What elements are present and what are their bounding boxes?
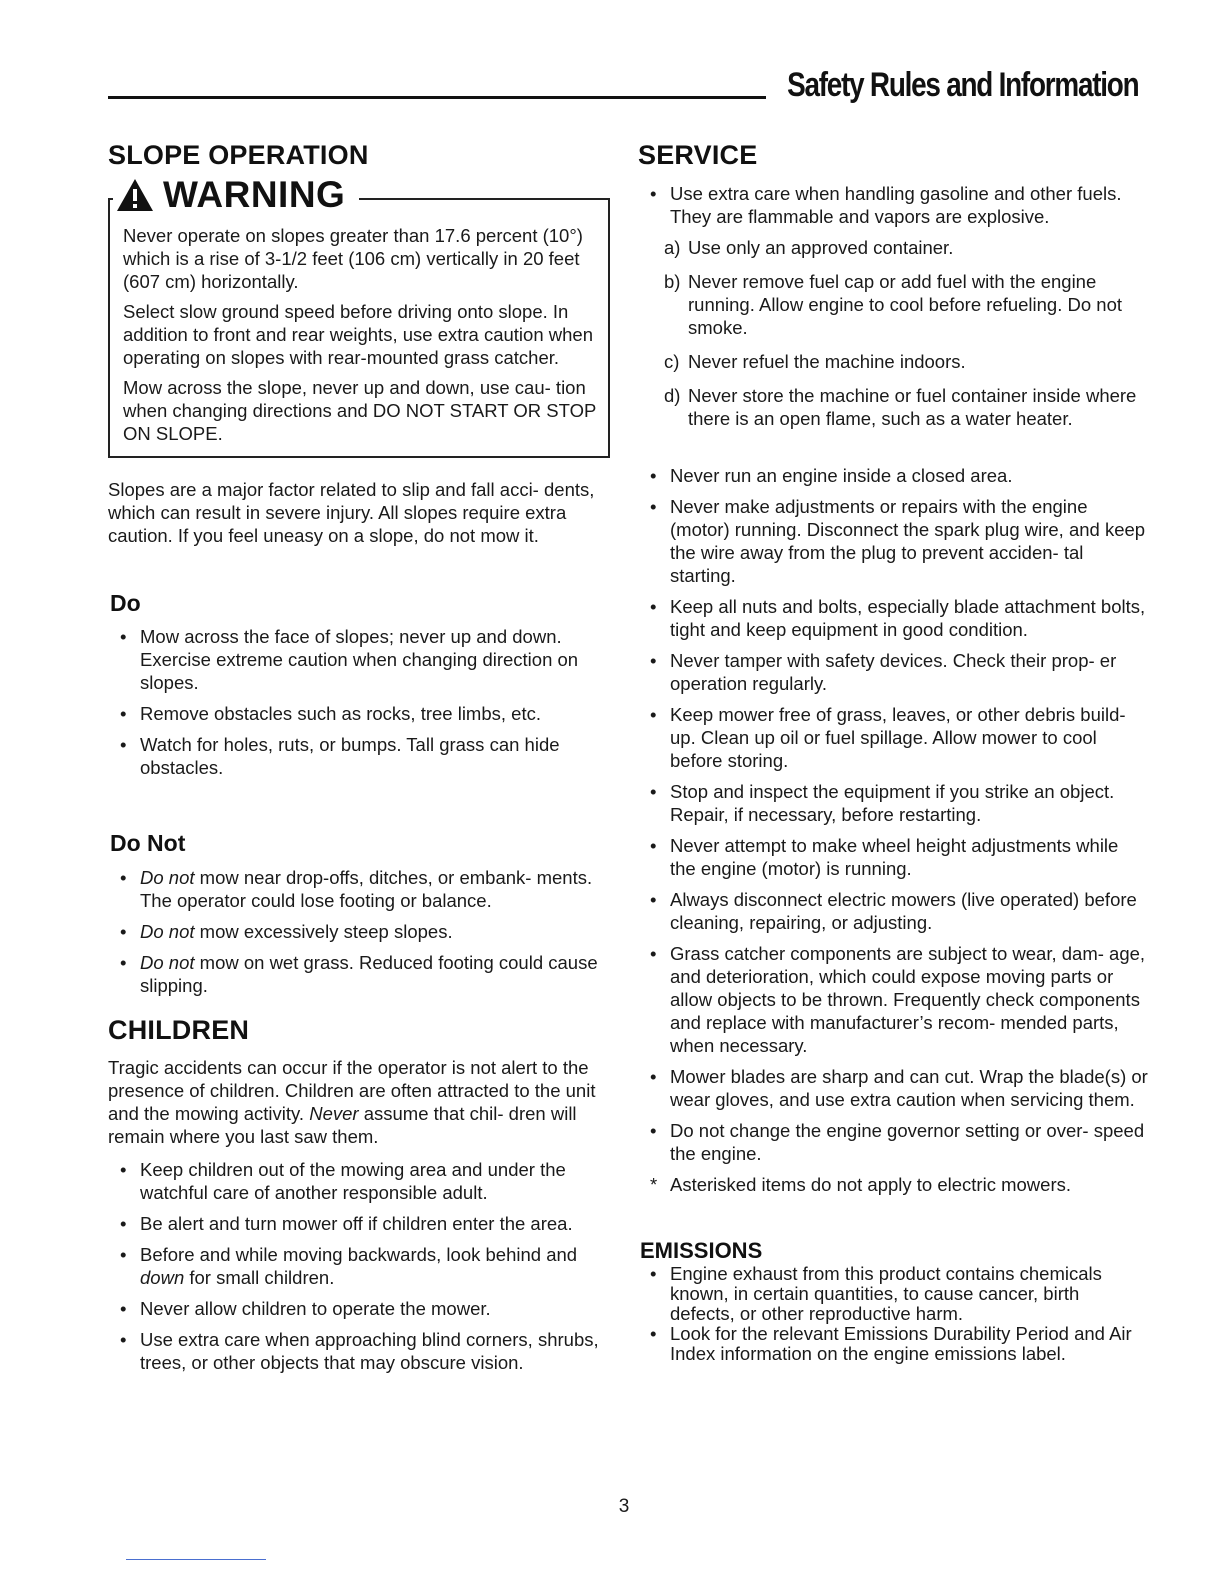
emphasis-text: Do not: [140, 921, 195, 942]
warning-triangle-icon: [115, 177, 155, 213]
sub-list-letter: a): [664, 237, 681, 258]
children-intro-after: assume that chil- dren will remain where you last saw them.: [108, 1103, 577, 1147]
list-item: • Keep all nuts and bolts, especially blade attachment bolts, tight and keep equipment in good condition.: [638, 595, 1148, 641]
list-item: • Never allow children to operate the mower.: [108, 1297, 618, 1320]
list-item: • Engine exhaust from this product contains chemicals known, in certain quantities, to cause cancer, birth defects, or other reproductive harm.: [638, 1264, 1143, 1324]
list-item: • Always disconnect electric mowers (live operated) before cleaning, repairing, or adjusting.: [638, 888, 1148, 934]
list-item: • Grass catcher components are subject to wear, dam- age, and deterioration, which could expose moving parts or allow objects to be thrown. Frequently check components and replace with manufacturer’s recom- mended parts, when necessary.: [638, 942, 1148, 1057]
list-item: • Stop and inspect the equipment if you strike an object. Repair, if necessary, before restarting.: [638, 780, 1148, 826]
sub-list-text: Use only an approved container.: [688, 237, 954, 258]
warning-paragraph: Never operate on slopes greater than 17.6 percent (10°) which is a rise of 3-1/2 feet (106 cm) vertically in 20 feet (607 cm) horizontally.: [123, 225, 583, 292]
children-heading: CHILDREN: [108, 1015, 250, 1045]
list-item: • Be alert and turn mower off if children enter the area.: [108, 1212, 618, 1235]
sub-list-letter: c): [664, 351, 680, 372]
list-item-text: mow excessively steep slopes.: [194, 921, 453, 942]
warning-paragraph: Mow across the slope, never up and down, use cau- tion when changing directions and DO NOT START OR STOP ON SLOPE.: [123, 377, 596, 444]
page-number: 3: [618, 1496, 630, 1517]
list-item: [108, 1243, 618, 1289]
warning-paragraph: Select slow ground speed before driving onto slope. In addition to front and rear weights, use extra caution when operating on slopes with rear-mounted grass catcher.: [123, 301, 593, 368]
emphasis-text: Do not: [140, 867, 195, 888]
service-first-list: [638, 182, 1143, 236]
list-item: • Watch for holes, ruts, or bumps. Tall grass can hide obstacles.: [108, 733, 618, 779]
list-item-text: for small children.: [184, 1267, 335, 1288]
emphasis-text: Never: [309, 1103, 359, 1124]
list-item: • Do not change the engine governor setting or over- speed the engine.: [638, 1119, 1148, 1165]
sub-list-item: [638, 350, 1138, 373]
warning-header: [113, 174, 359, 216]
emissions-heading: EMISSIONS: [640, 1238, 763, 1263]
list-item: • Never attempt to make wheel height adjustments while the engine (motor) is running.: [638, 834, 1148, 880]
do-not-list: [108, 866, 598, 1005]
children-intro-text: [108, 1056, 613, 1148]
list-item: [108, 951, 598, 997]
service-list: [638, 464, 1148, 1204]
service-heading: SERVICE: [638, 140, 758, 170]
header-rule: [108, 96, 766, 99]
do-list: [108, 625, 618, 787]
list-item-text: Before and while moving backwards, look behind and: [140, 1244, 578, 1265]
list-item: • Keep children out of the mowing area and under the watchful care of another responsible adult.: [108, 1158, 618, 1204]
warning-body: [123, 224, 603, 452]
list-item: • Look for the relevant Emissions Durability Period and Air Index information on the engine emissions label.: [638, 1324, 1143, 1364]
sub-list-letter: d): [664, 385, 681, 406]
slope-operation-heading: SLOPE OPERATION: [108, 140, 369, 170]
fuel-sublist: [638, 236, 1138, 441]
list-item: • Never make adjustments or repairs with the engine (motor) running. Disconnect the spark plug wire, and keep the wire away from the plug to prevent acciden- tal starting.: [638, 495, 1148, 587]
list-item: [108, 866, 598, 912]
do-not-heading: Do Not: [110, 830, 186, 856]
slope-intro-text: Slopes are a major factor related to slip and fall acci- dents, which can result in severe injury. All slopes require extra caution. If you feel uneasy on a slope, do not mow it.: [108, 479, 595, 546]
list-item: • Never run an engine inside a closed area.: [638, 464, 1148, 487]
sub-list-item: [638, 236, 1138, 259]
emissions-list: [638, 1264, 1143, 1364]
sub-list-text: Never remove fuel cap or add fuel with the engine running. Allow engine to cool before refueling. Do not smoke.: [688, 271, 1123, 338]
sub-list-text: Never refuel the machine indoors.: [688, 351, 966, 372]
footer-link-line: [126, 1559, 266, 1560]
children-list: [108, 1158, 618, 1382]
list-item-text: mow near drop-offs, ditches, or embank- ments. The operator could lose footing or balance.: [140, 867, 593, 911]
sub-list-item: [638, 270, 1138, 339]
list-item: [108, 920, 598, 943]
list-item: • Keep mower free of grass, leaves, or other debris build-up. Clean up oil or fuel spillage. Allow mower to cool before storing.: [638, 703, 1148, 772]
list-item: • Use extra care when handling gasoline and other fuels. They are flammable and vapors are explosive.: [638, 182, 1143, 228]
list-item: • Mow across the face of slopes; never up and down. Exercise extreme caution when changing direction on slopes.: [108, 625, 618, 694]
list-item: • Use extra care when approaching blind corners, shrubs, trees, or other objects that may obscure vision.: [108, 1328, 618, 1374]
list-item: • Remove obstacles such as rocks, tree limbs, etc.: [108, 702, 618, 725]
list-item: • Never tamper with safety devices. Check their prop- er operation regularly.: [638, 649, 1148, 695]
page-title: Safety Rules and Information: [786, 66, 1138, 104]
emphasis-text: Do not: [140, 952, 195, 973]
do-heading: Do: [110, 590, 141, 616]
list-item-text: mow on wet grass. Reduced footing could cause slipping.: [140, 952, 598, 996]
sub-list-item: [638, 384, 1138, 430]
list-item: • Mower blades are sharp and can cut. Wrap the blade(s) or wear gloves, and use extra caution when servicing them.: [638, 1065, 1148, 1111]
children-intro-before: Tragic accidents can occur if the operator is not alert to the presence of children. Children are often attracted to the unit and the mowing activity.: [108, 1057, 596, 1124]
sub-list-letter: b): [664, 271, 681, 292]
emphasis-text: down: [140, 1267, 185, 1288]
asterisk-note: * Asterisked items do not apply to electric mowers.: [638, 1173, 1148, 1196]
sub-list-text: Never store the machine or fuel container inside where there is an open flame, such as a water heater.: [688, 385, 1137, 429]
warning-title: WARNING: [163, 174, 346, 215]
